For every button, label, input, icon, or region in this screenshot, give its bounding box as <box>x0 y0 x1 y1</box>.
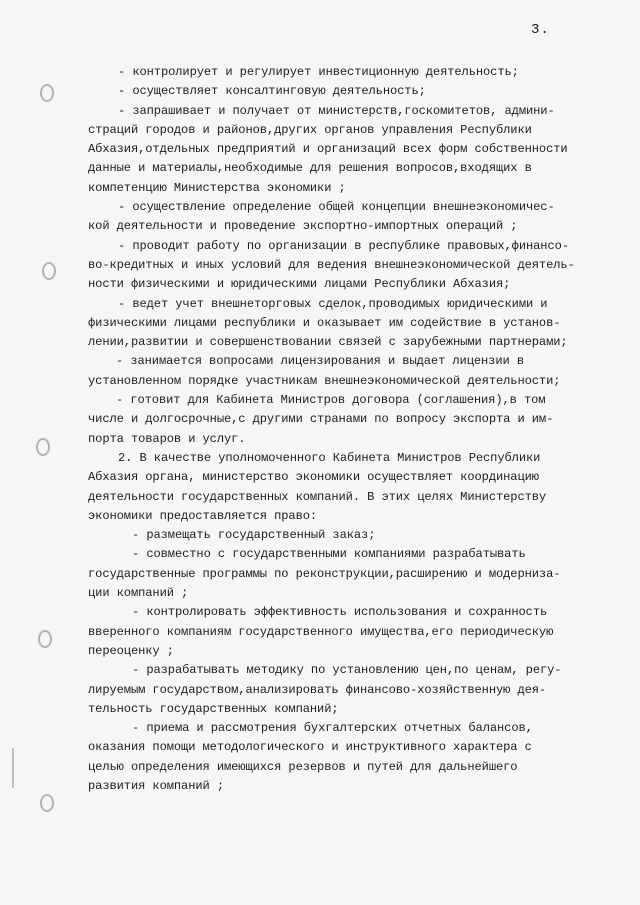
text-line: вверенного компаниям государственного имущества,его периодическую <box>88 624 554 639</box>
text-line: лении,развитии и совершенствовании связей с зарубежными партнерами; <box>88 335 568 350</box>
text-line: экономики предоставляется право: <box>88 508 318 523</box>
text-line: - контролировать эффективность использования и сохранность <box>132 605 548 620</box>
text-line: - разрабатывать методику по установлению цен,по ценам, регу- <box>132 663 562 678</box>
text-line: ности физическими и юридическими лицами Республики Абхазия; <box>88 277 511 292</box>
text-line: компетенцию Министерства экономики ; <box>88 180 346 195</box>
margin-scratch <box>12 748 14 788</box>
text-line: ции компаний ; <box>88 586 189 601</box>
binding-hole <box>40 794 54 812</box>
text-line: оказания помощи методологического и инструктивного характера с <box>88 740 532 755</box>
body-text <box>88 63 598 796</box>
text-line: числе и долгосрочные,с другими странами по вопросу экспорта и им- <box>88 412 554 427</box>
text-line: порта товаров и услуг. <box>88 431 246 446</box>
text-line: - приема и рассмотрения бухгалтерских отчетных балансов, <box>132 721 533 736</box>
text-line: Абхазия органа, министерство экономики осуществляет координацию <box>88 470 539 485</box>
text-line: целью определения имеющихся резервов и путей для дальнейшего <box>88 759 518 774</box>
text-line: - осуществление определение общей концепции внешнеэкономичес- <box>118 200 555 215</box>
text-line: деятельности государственных компаний. В этих целях Министерству <box>88 489 547 504</box>
text-line: - осуществляет консалтинговую деятельность; <box>118 84 426 99</box>
text-line: кой деятельности и проведение экспортно-импортных операций ; <box>88 219 518 234</box>
binding-hole <box>36 438 50 456</box>
binding-hole <box>40 84 54 102</box>
text-line: тельность государственных компаний; <box>88 701 339 716</box>
text-line: страций городов и районов,других органов управления Республики <box>88 122 532 137</box>
text-line: - контролирует и регулирует инвестиционную деятельность; <box>118 65 519 79</box>
text-line: установленном порядке участникам внешнеэкономической деятельности; <box>88 373 561 388</box>
text-line: лируемым государством,анализировать финансово-хозяйственную дея- <box>88 682 547 697</box>
text-line: - занимается вопросами лицензирования и выдает лицензии в <box>116 354 524 369</box>
text-line: - ведет учет внешнеторговых сделок,проводимых юридическими и <box>118 296 548 311</box>
text-line: физическими лицами республики и оказывает им содействие в установ- <box>88 315 561 330</box>
binding-hole <box>42 262 56 280</box>
text-line: переоценку ; <box>88 643 174 658</box>
text-line: Абхазия,отдельных предприятий и организаций всех форм собственности <box>88 142 568 157</box>
text-line: - готовит для Кабинета Министров договора (соглашения),в том <box>116 393 546 408</box>
text-line: - запрашивает и получает от министерств,госкомитетов, админи- <box>118 103 555 118</box>
text-line: государственные программы по реконструкции,расширению и модерниза- <box>88 566 561 581</box>
text-line: данные и материалы,необходимые для решения вопросов,входящих в <box>88 161 532 176</box>
text-line: развития компаний ; <box>88 778 224 793</box>
text-line: во-кредитных и иных условий для ведения внешнеэкономической деятель- <box>88 257 575 272</box>
page-number: 3. <box>531 22 550 38</box>
text-line: - совместно с государственными компаниями разрабатывать <box>132 547 526 562</box>
text-line: 2. В качестве уполномоченного Кабинета Министров Республики <box>118 450 541 465</box>
text-line: - размещать государственный заказ; <box>132 528 376 543</box>
binding-hole <box>38 630 52 648</box>
text-line: - проводит работу по организации в республике правовых,финансо- <box>118 238 569 253</box>
